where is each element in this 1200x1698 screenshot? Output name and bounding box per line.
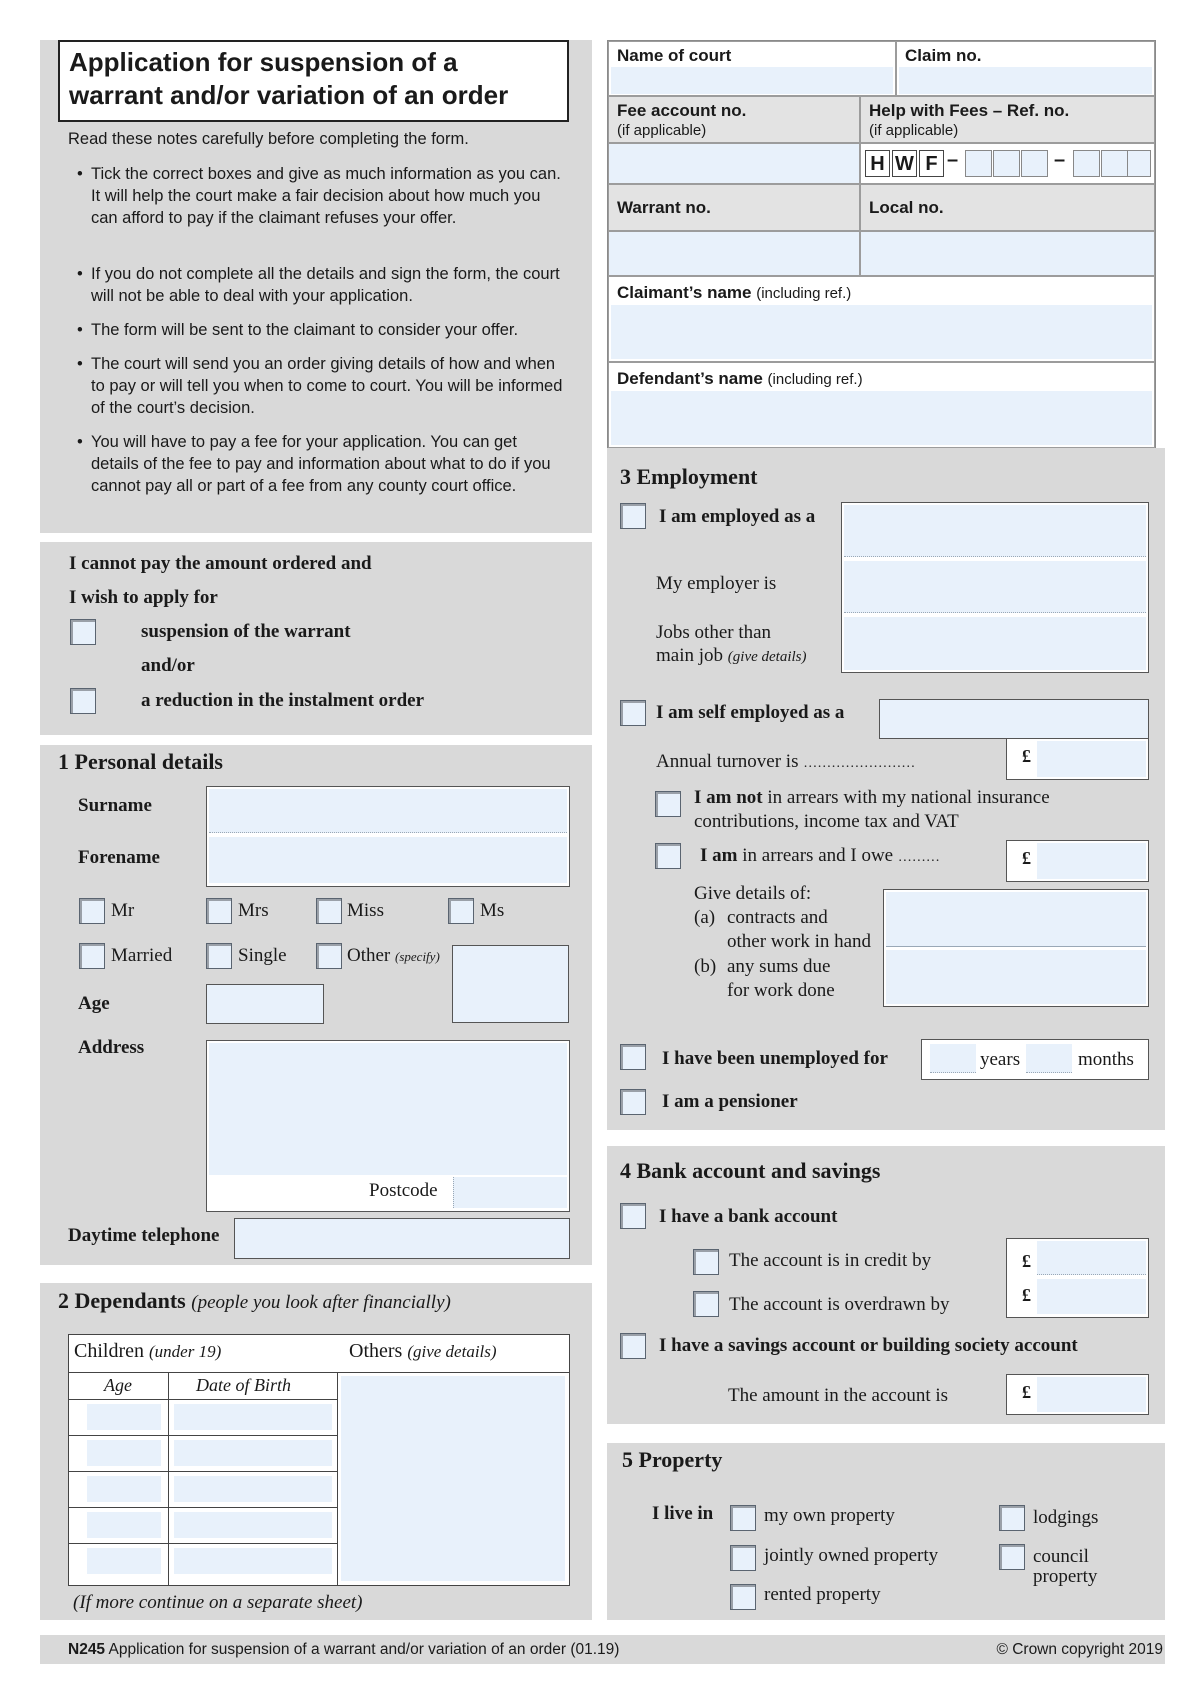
savings-amount-label: The amount in the account is [728,1385,949,1406]
hwf-ref-digit-3[interactable] [1021,150,1048,177]
not-in-arrears-label-rest: in arrears with my national insurance [762,787,1050,808]
note-bullet-2: • If you do not complete all the details and sign the form, the court will not be able to deal with your application. [68,263,568,307]
hwf-note: (if applicable) [869,122,959,139]
hwf-dash-2: – [1054,149,1066,171]
months-label: months [1078,1049,1134,1070]
credit-amount-input[interactable] [1037,1241,1146,1275]
turnover-amount-input[interactable] [1037,741,1146,777]
copyright: © Crown copyright 2019 [996,1641,1163,1658]
age-column-header: Age [104,1375,132,1395]
apply-line2: I wish to apply for [69,587,218,608]
suspension-checkbox[interactable] [70,619,96,645]
detail-a-line1: contracts and [727,907,828,928]
reduction-label: a reduction in the instalment order [141,690,425,711]
other-checkbox[interactable] [316,943,342,969]
note-bullet-3: • The form will be sent to the claimant to consider your offer. [68,319,568,341]
warrant-no-label-cell [608,184,860,231]
savings-amount-input[interactable] [1037,1377,1146,1412]
claim-no-input[interactable] [899,67,1152,94]
other-specify-note: (specify) [395,949,440,964]
children-header-note: (under 19) [149,1342,222,1361]
overdrawn-pound-sign: £ [1022,1285,1031,1305]
row-divider-4 [69,1543,337,1544]
warrant-no-label: Warrant no. [617,198,711,217]
council-property-checkbox[interactable] [999,1544,1025,1570]
detail-b-line2: for work done [727,980,835,1001]
turnover-label [656,751,915,773]
other-jobs-label-2 [656,645,807,667]
telephone-input[interactable] [234,1218,570,1259]
others-header-note: (give details) [407,1342,497,1361]
hwf-ref-digit-2[interactable] [993,150,1020,177]
note-bullet-5: • You will have to pay a fee for your application. You can get details of the fee to pay and information about what to do if you cannot pay all or part of a fee from any county court office. [68,431,568,497]
mr-checkbox[interactable] [79,898,105,924]
not-in-arrears-checkbox[interactable] [655,791,681,817]
council-property-label-2: property [1033,1566,1098,1587]
property-heading: 5 Property [622,1447,723,1472]
give-details-label: Give details of: [694,883,812,904]
lodgings-checkbox[interactable] [999,1505,1025,1531]
claimant-name-note: (including ref.) [756,285,852,302]
warrant-no-input[interactable] [608,231,860,276]
turnover-dots: …………………… [803,756,916,771]
dependant-dob-input-4[interactable] [174,1512,332,1538]
unemployed-label: I have been unemployed for [662,1048,888,1069]
savings-amount-box [1006,1374,1149,1415]
age-dob-divider [168,1372,169,1585]
other-specify-input[interactable] [452,945,569,1023]
turnover-amount-box [1006,738,1149,780]
lodgings-label: lodgings [1033,1507,1099,1528]
ms-label: Ms [480,900,505,921]
row-divider-2 [69,1471,337,1472]
hwf-dash-1: – [947,149,959,171]
postcode-label: Postcode [369,1180,438,1201]
overdrawn-amount-input[interactable] [1037,1279,1146,1314]
age-label: Age [78,993,110,1014]
fee-account-label-cell [608,96,860,143]
claimant-name-label-text: Claimant’s name [617,283,752,302]
self-employed-checkbox[interactable] [620,700,646,726]
own-property-checkbox[interactable] [730,1505,756,1531]
hwf-ref-digit-4[interactable] [1073,150,1100,177]
defendant-name-cell [608,362,1155,448]
employed-checkbox[interactable] [620,503,646,529]
in-arrears-label-rest: in arrears and I owe [737,845,894,866]
defendant-name-note: (including ref.) [767,371,863,388]
telephone-label: Daytime telephone [68,1225,220,1246]
local-no-label-cell [860,184,1155,231]
footer-text [68,1641,619,1659]
fee-account-label: Fee account no. [617,101,747,120]
address-label: Address [78,1037,145,1058]
in-arrears-checkbox[interactable] [655,843,681,869]
live-in-label: I live in [652,1503,714,1524]
detail-b-label: (b) [694,956,717,977]
hwf-ref-digit-5[interactable] [1101,150,1128,177]
notes-intro: Read these notes carefully before completing the form. [68,130,469,148]
detail-a-line2: other work in hand [727,931,872,952]
form-code: N245 [68,1641,106,1658]
credit-label: The account is in credit by [729,1250,932,1271]
claim-no-label: Claim no. [905,46,982,65]
own-property-label: my own property [764,1505,895,1526]
employed-as-input[interactable] [844,505,1146,557]
mrs-checkbox[interactable] [206,898,232,924]
dependant-age-input-3[interactable] [87,1476,161,1502]
dependants-table [68,1334,570,1586]
local-no-input[interactable] [860,231,1155,276]
employed-label: I am employed as a [659,506,816,527]
dependants-heading-note: (people you look after financially) [191,1292,451,1313]
credit-pound-sign: £ [1022,1251,1031,1271]
married-checkbox[interactable] [79,943,105,969]
unemployed-months-input[interactable] [1026,1044,1072,1073]
married-label: Married [111,945,173,966]
children-header-text: Children [74,1340,144,1362]
note-bullet-1: • Tick the correct boxes and give as much information as you can. It will help the court make a fair decision about how much you can afford to pay if the claimant refuses your offer. [68,163,568,229]
council-property-label-1: council [1033,1546,1089,1567]
other-jobs-label-2-text: main job [656,645,724,666]
single-checkbox[interactable] [206,943,232,969]
detail-a-label: (a) [694,907,716,928]
jointly-owned-label: jointly owned property [764,1545,939,1566]
miss-checkbox[interactable] [316,898,342,924]
dependant-dob-input-2[interactable] [174,1440,332,1466]
form-title-line1: Application for suspension of a [69,47,458,77]
contracts-input[interactable] [886,892,1146,947]
savings-label: I have a savings account or building society account [659,1335,1078,1356]
defendant-name-label-text: Defendant’s name [617,369,763,388]
age-input[interactable] [206,984,324,1024]
form-title-box [58,40,569,122]
employer-input[interactable] [844,561,1146,613]
surname-label: Surname [78,795,152,816]
arrears-amount-input[interactable] [1037,843,1146,879]
unemployed-years-input[interactable] [930,1044,976,1073]
not-in-arrears-label [694,787,1050,809]
self-employed-input[interactable] [879,699,1149,739]
claimant-name-input[interactable] [611,305,1152,359]
employment-heading: 3 Employment [620,464,758,489]
mr-label: Mr [111,900,135,921]
hwf-ref-digit-1[interactable] [965,150,992,177]
dependant-dob-input-1[interactable] [174,1404,332,1430]
bank-account-checkbox[interactable] [620,1203,646,1229]
overdrawn-label: The account is overdrawn by [729,1294,950,1315]
overdrawn-checkbox[interactable] [693,1291,719,1317]
dob-column-header: Date of Birth [196,1375,291,1395]
court-name-cell [608,41,896,96]
unemployed-checkbox[interactable] [620,1044,646,1070]
rented-property-label: rented property [764,1584,881,1605]
bank-amount-box [1006,1238,1149,1318]
dependant-age-input-4[interactable] [87,1512,161,1538]
header-divider [69,1372,569,1373]
children-header [74,1340,221,1363]
other-label-text: Other [347,945,391,966]
claim-no-cell [896,41,1155,96]
dependant-dob-input-3[interactable] [174,1476,332,1502]
in-arrears-dots: ……… [897,850,940,865]
not-in-arrears-label-bold: I am not [694,787,763,808]
self-employed-label: I am self employed as a [656,702,845,723]
fee-account-input[interactable] [608,143,860,184]
row-divider-1 [69,1435,337,1436]
not-in-arrears-label-line2: contributions, income tax and VAT [694,811,959,832]
unemployed-duration-box [921,1039,1149,1080]
others-details-input[interactable] [341,1376,565,1581]
court-name-input[interactable] [611,67,893,94]
other-label [347,945,440,967]
footer-form-title: Application for suspension of a warrant and/or variation of an order (01.19) [105,1641,620,1658]
hwf-label: Help with Fees – Ref. no. [869,101,1070,120]
note-bullet-4: • The court will send you an order giving details of how and when to pay or will tell you when to come to court. You will be informed of the court’s decision. [68,353,568,419]
credit-checkbox[interactable] [693,1249,719,1275]
bank-heading: 4 Bank account and savings [620,1158,881,1183]
detail-b-line1: any sums due [727,956,831,977]
postcode-input[interactable] [453,1177,567,1208]
fee-account-note: (if applicable) [617,122,707,139]
mrs-label: Mrs [238,900,269,921]
in-arrears-label [700,845,940,867]
in-arrears-label-bold: I am [700,845,738,866]
hwf-label-cell [860,96,1155,143]
single-label: Single [238,945,287,966]
apply-line1: I cannot pay the amount ordered and [69,553,372,574]
address-box [206,1040,570,1212]
address-input[interactable] [209,1043,567,1175]
others-header-text: Others [349,1340,403,1362]
other-jobs-label-1: Jobs other than [656,622,772,643]
other-jobs-input[interactable] [844,617,1146,670]
court-name-label: Name of court [617,46,732,65]
sums-due-input[interactable] [886,950,1146,1004]
hwf-letter-h: H [865,150,890,177]
bank-account-label: I have a bank account [659,1206,838,1227]
local-no-label: Local no. [869,198,944,217]
miss-label: Miss [347,900,384,921]
dependants-footnote: (If more continue on a separate sheet) [73,1592,363,1613]
dependant-dob-input-5[interactable] [174,1548,332,1574]
employer-label: My employer is [656,573,777,594]
suspension-label: suspension of the warrant [141,621,351,642]
pensioner-label: I am a pensioner [662,1091,798,1112]
others-divider [337,1372,338,1585]
work-details-box [883,889,1149,1007]
pensioner-checkbox[interactable] [620,1089,646,1115]
dependants-heading [58,1288,451,1314]
arrears-amount-box [1006,840,1149,882]
dependants-heading-text: 2 Dependants [58,1288,186,1313]
savings-pound-sign: £ [1022,1382,1031,1402]
forename-label: Forename [78,847,160,868]
hwf-ref-cell [860,143,1155,184]
reduction-checkbox[interactable] [70,688,96,714]
defendant-name-input[interactable] [611,391,1152,445]
ms-checkbox[interactable] [448,898,474,924]
personal-details-heading: 1 Personal details [58,749,223,774]
other-jobs-note: (give details) [727,649,807,665]
dependant-age-input-5[interactable] [87,1548,161,1574]
others-header [349,1340,497,1363]
employment-box [841,502,1149,673]
defendant-name-label [617,369,863,389]
forename-input[interactable] [209,837,567,883]
claimant-name-label [617,283,851,303]
col-header-divider [69,1399,337,1400]
row-divider-3 [69,1507,337,1508]
name-box [206,786,570,887]
dependant-age-input-2[interactable] [87,1440,161,1466]
hwf-letter-w: W [892,150,917,177]
hwf-ref-digit-6[interactable] [1127,150,1151,177]
dependant-age-input-1[interactable] [87,1404,161,1430]
rented-property-checkbox[interactable] [730,1584,756,1610]
jointly-owned-checkbox[interactable] [730,1545,756,1571]
savings-checkbox[interactable] [620,1333,646,1359]
form-title-line2: warrant and/or variation of an order [69,80,509,110]
surname-input[interactable] [209,789,567,833]
andor-label: and/or [141,655,195,676]
arrears-pound-sign: £ [1022,848,1031,868]
claimant-name-cell [608,276,1155,362]
years-label: years [980,1049,1021,1070]
turnover-label-text: Annual turnover is [656,751,799,772]
turnover-pound-sign: £ [1022,746,1031,766]
hwf-letter-f: F [919,150,944,177]
